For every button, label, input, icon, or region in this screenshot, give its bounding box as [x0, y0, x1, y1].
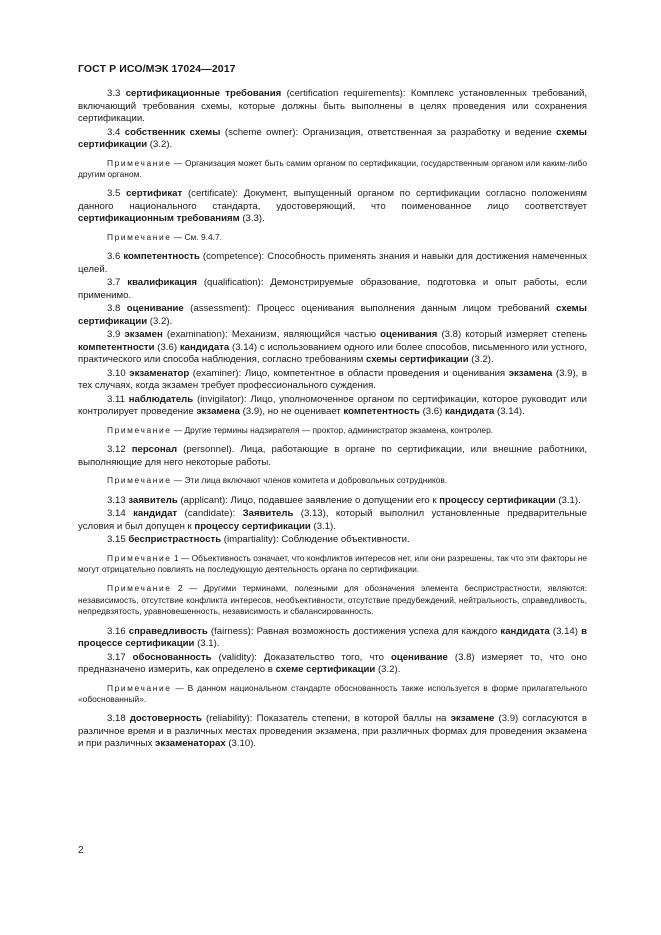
term-bold: наблюдатель	[128, 393, 194, 405]
text-run: (3.6)	[419, 406, 445, 418]
text-run: (certification requirements): Комплекс установленных требований, включающий требования схемы, которые должны быть выполнены в целях проведения или сохранения сертификации.	[78, 88, 587, 124]
term-bold: компетентность	[123, 251, 200, 263]
term-bold: схеме сертификации	[275, 664, 376, 676]
text-run: (certificate): Документ, выпущенный органом по сертификации согласно положениям данного национального стандарта, удостоверяющий, что поименованное лицо соответствует	[78, 188, 587, 212]
text-run: 1 — Объективность означает, что конфликтов интересов нет, или они разрешены, так что эти факторы не могут отрицательно повлиять на последующую деятельность органа по сертификации.	[78, 552, 587, 574]
term-bold: оценивание	[390, 651, 448, 663]
definition-paragraph	[78, 713, 587, 751]
text-run: (fairness): Равная возможность достижения успеха для каждого	[207, 625, 501, 637]
text-run: (reliability): Показатель степени, в которой баллы на	[201, 713, 451, 725]
term-bold: компетентность	[343, 406, 420, 418]
definition-paragraph	[78, 508, 587, 533]
text-run: (3.9) согласуются в различное время и в различных местах проведения экзамена, при различных формах для проведения экзамена и при различных	[78, 713, 587, 750]
term-bold: процессу сертификации	[194, 520, 311, 532]
text-run: — Организация может быть самим органом по сертификации, государственным органом или каким-либо другим органом.	[78, 157, 587, 179]
text-run: (3.6)	[154, 341, 180, 353]
term-bold: сертификационным требованиям	[78, 213, 240, 225]
term-bold: кандидата	[179, 341, 230, 353]
note-paragraph	[78, 553, 587, 576]
term-bold: справедливость	[128, 625, 208, 637]
text-run: (invigilator): Лицо, уполномоченное органом по сертификации, которое руководит или контролирует проведение	[78, 393, 587, 418]
definition-paragraph	[78, 368, 587, 393]
text-run: (3.3).	[239, 213, 265, 225]
term-bold: квалификация	[127, 277, 197, 289]
note-paragraph	[78, 583, 587, 617]
text-run: (3.9), в тех случаях, когда экзамен требует профессионального суждения.	[78, 367, 587, 392]
text-run: (applicant): Лицо, подавшее заявление о допущении его к	[177, 494, 440, 506]
text-run: 3.8	[107, 303, 127, 315]
term-bold: беспристрастность	[128, 534, 222, 546]
text-run: (3.2).	[375, 664, 401, 676]
text-run: 3.4	[107, 126, 125, 138]
term-bold: процессу сертификации	[439, 494, 556, 506]
term-bold: экзамена	[196, 406, 240, 418]
text-run: 2 — Другими терминами, полезными для обозначения элемента беспристрастности, являются: независимость, отсутствие конфликта интересов, необъективности, отсутствие предубеждений, нейтральность, справедливость, непредвзятость, уравновешенность, независимость и сбалансированность.	[78, 583, 587, 617]
term-bold: кандидата	[500, 625, 550, 637]
definition-paragraph	[78, 444, 587, 469]
text-run: (competence): Способность применять знания и навыки для достижения намеченных целей.	[78, 251, 587, 275]
term-bold: экзамена	[508, 367, 553, 379]
term-bold: достоверность	[129, 713, 202, 725]
text-run: (validity): Доказательство того, что	[211, 651, 391, 663]
term-bold: персонал	[131, 444, 178, 456]
text-run: — См. 9.4.7.	[171, 231, 222, 242]
text-run: (3.1).	[310, 520, 336, 532]
document-header: ГОСТ Р ИСО/МЭК 17024—2017	[78, 63, 236, 75]
text-run: (3.8) измеряет то, что оно предназначено измерить, как определено в	[78, 651, 587, 676]
definition-paragraph	[78, 127, 587, 152]
term-bold: схемы сертификации	[78, 126, 587, 150]
text-run: (examiner): Лицо, компетентное в области проведения и оценивания	[189, 367, 509, 379]
term-bold: сертификат	[126, 188, 183, 200]
text-run: — Эти лица включают членов комитета и добровольных сотрудников.	[171, 475, 448, 486]
note-paragraph	[78, 158, 587, 181]
text-run: (3.2).	[468, 354, 494, 366]
term-bold: в процессе сертификации	[78, 625, 587, 650]
text-run: 3.17	[107, 651, 133, 663]
text-run: (3.14).	[494, 406, 525, 418]
text-run: 3.6	[107, 251, 124, 263]
note-label: Примечание	[107, 475, 172, 486]
definition-paragraph	[78, 251, 587, 276]
term-bold: Заявитель	[242, 508, 294, 520]
text-run: 3.5	[107, 188, 127, 200]
definition-paragraph	[78, 88, 587, 126]
text-run: (scheme owner): Организация, ответственная за разработку и ведение	[220, 126, 557, 138]
text-run: (assessment): Процесс оценивания выполнения данным лицом требований	[183, 303, 557, 315]
term-bold: сертификационные требования	[125, 88, 282, 99]
text-run: (candidate):	[177, 508, 243, 520]
document-body	[78, 88, 587, 752]
text-run: 3.3	[107, 88, 126, 99]
definition-paragraph	[78, 394, 587, 419]
term-bold: обоснованность	[132, 651, 212, 663]
text-run: (3.10).	[225, 738, 257, 750]
term-bold: экзамене	[450, 713, 495, 725]
text-run: (3.14) с использованием одного или более способов, письменного или устного, практического или способа наблюдения, согласно требованиям	[78, 341, 587, 366]
note-paragraph	[78, 683, 587, 706]
text-run: 3.7	[107, 277, 128, 289]
text-run: (3.13), который выполнил установленные предварительные условия и был допущен к	[78, 508, 587, 532]
text-run: 3.14	[107, 508, 134, 520]
text-run: (impartiality): Соблюдение объективности.	[221, 534, 410, 546]
note-paragraph	[78, 425, 587, 436]
text-run: (qualification): Демонстрируемые образование, подготовка и опыт работы, если применимо.	[78, 277, 587, 301]
note-label: Примечание	[107, 583, 172, 594]
text-run: (examination): Механизм, являющийся частью	[162, 329, 381, 341]
text-run: — Другие термины надзирателя — проктор, администратор экзамена, контролер.	[171, 424, 494, 435]
term-bold: оценивания	[380, 329, 438, 341]
text-run: 3.18	[107, 713, 130, 725]
term-bold: схемы сертификации	[366, 354, 469, 366]
term-bold: оценивание	[126, 303, 184, 315]
text-run: (personnel). Лица, работающие в органе по сертификации, или внешние работники, выполняющие для него некоторые работы.	[78, 444, 587, 468]
note-label: Примечание	[107, 552, 172, 563]
definition-paragraph	[78, 652, 587, 677]
text-run: 3.12	[107, 444, 132, 456]
text-run: 3.13	[107, 494, 129, 506]
definition-paragraph	[78, 277, 587, 302]
text-run: (3.2).	[147, 315, 173, 327]
term-bold: компетентности	[78, 341, 155, 353]
text-run: (3.14)	[549, 625, 582, 637]
text-run: (3.1).	[555, 494, 581, 506]
text-run: (3.1).	[194, 638, 220, 650]
term-bold: экзаменатор	[129, 367, 190, 379]
text-run: (3.8) который измеряет степень	[437, 329, 587, 341]
term-bold: заявитель	[128, 494, 178, 506]
definition-paragraph	[78, 303, 587, 328]
note-label: Примечание	[107, 424, 172, 435]
note-label: Примечание	[107, 157, 172, 168]
definition-paragraph	[78, 188, 587, 226]
term-bold: кандидата	[444, 406, 495, 418]
note-paragraph	[78, 232, 587, 243]
term-bold: экзаменаторах	[155, 738, 226, 750]
definition-paragraph	[78, 626, 587, 651]
term-bold: кандидат	[133, 508, 178, 520]
definition-paragraph	[78, 329, 587, 367]
text-run: 3.11	[107, 393, 129, 405]
text-run: 3.10	[107, 367, 130, 379]
page-number: 2	[78, 845, 84, 856]
note-label: Примечание	[107, 682, 172, 693]
term-bold: схемы сертификации	[78, 303, 587, 327]
text-run: 3.15	[107, 534, 129, 546]
definition-paragraph	[78, 495, 587, 508]
note-paragraph	[78, 475, 587, 486]
term-bold: экзамен	[124, 329, 163, 341]
text-run: 3.16	[107, 625, 129, 637]
text-run: (3.2).	[147, 139, 173, 150]
definition-paragraph	[78, 534, 587, 547]
text-run: 3.9	[107, 329, 125, 341]
text-run: — В данном национальном стандарте обоснованность также используется в форме прилагательного «обоснованный».	[78, 682, 587, 704]
note-label: Примечание	[107, 231, 172, 242]
term-bold: собственник схемы	[124, 126, 221, 138]
text-run: (3.9), но не оценивает	[239, 406, 344, 418]
